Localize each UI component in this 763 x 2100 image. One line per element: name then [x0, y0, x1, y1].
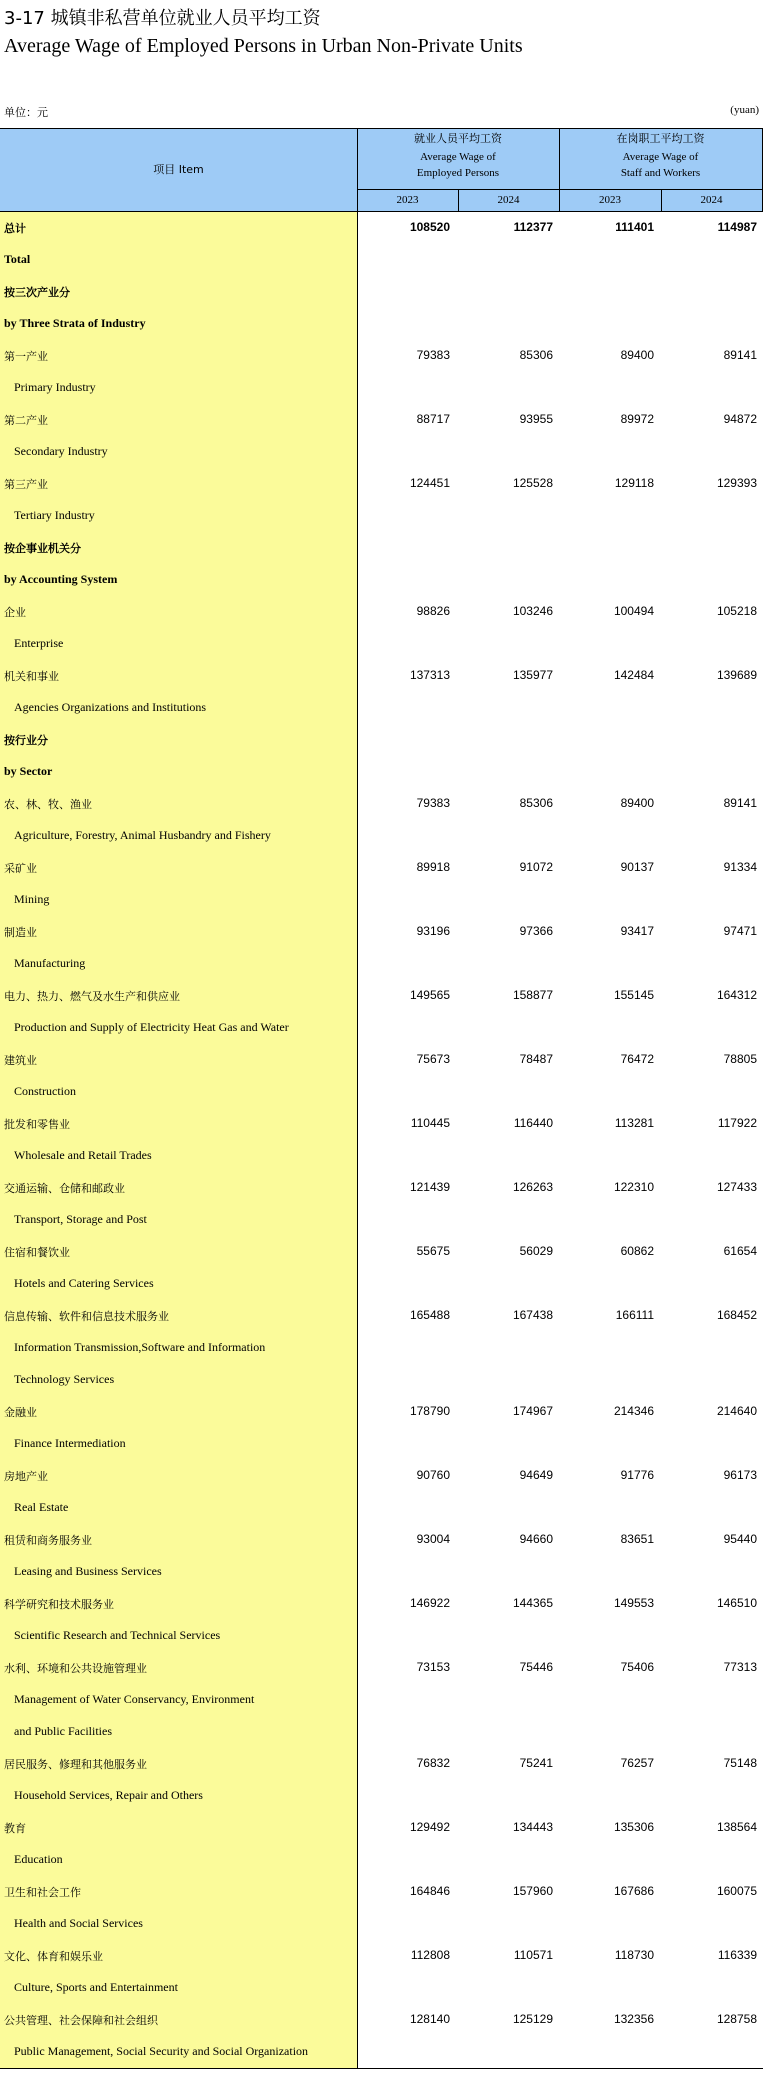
row-value: 76832 [416, 1756, 450, 1770]
row-label: Management of Water Conservancy, Environment [14, 1692, 255, 1706]
table-row [0, 1684, 763, 1716]
row-value: 129492 [409, 1820, 450, 1834]
table-row [0, 756, 763, 788]
row-label: 居民服务、修理和其他服务业 [4, 1758, 147, 1771]
header-year: 2024 [700, 194, 723, 206]
row-value: 61654 [723, 1244, 757, 1258]
table-row [0, 276, 763, 308]
table-row [0, 500, 763, 532]
row-value: 129118 [614, 476, 654, 490]
row-value: 79383 [416, 348, 450, 362]
row-value: 60862 [620, 1244, 654, 1258]
table-row [0, 788, 763, 820]
row-label: 第二产业 [4, 414, 48, 427]
row-label: 第三产业 [4, 478, 48, 491]
row-value: 91072 [519, 860, 553, 874]
row-value: 167438 [512, 1308, 553, 1322]
table-row [0, 1044, 763, 1076]
table-row [0, 1652, 763, 1684]
row-label: 交通运输、仓储和邮政业 [4, 1182, 125, 1195]
row-value: 112808 [410, 1948, 450, 1962]
row-value: 89141 [723, 348, 757, 362]
row-label: Education [14, 1852, 63, 1866]
table-row [0, 1812, 763, 1844]
table-row [0, 596, 763, 628]
row-value: 79383 [416, 796, 450, 810]
row-value: 124451 [409, 476, 450, 490]
table-row [0, 1844, 763, 1876]
row-value: 75446 [519, 1660, 553, 1674]
row-value: 129393 [716, 476, 757, 490]
table-body [0, 212, 763, 2068]
table-row [0, 308, 763, 340]
table-row [0, 1492, 763, 1524]
row-value: 88717 [416, 412, 450, 426]
row-label: by Three Strata of Industry [4, 316, 146, 330]
row-label: Manufacturing [14, 956, 86, 970]
row-value: 100494 [613, 604, 654, 618]
header-employed-en2: Employed Persons [416, 167, 500, 179]
row-value: 116339 [717, 1948, 757, 1962]
row-value: 164312 [716, 988, 757, 1002]
table-row [0, 372, 763, 404]
table-header [0, 128, 763, 212]
row-value: 135306 [613, 1820, 654, 1834]
row-value: 144365 [512, 1596, 553, 1610]
row-value: 178790 [409, 1404, 450, 1418]
row-label: 电力、热力、燃气及水生产和供应业 [4, 990, 180, 1003]
row-value: 98826 [416, 604, 450, 618]
row-label: 卫生和社会工作 [4, 1886, 81, 1899]
table-row [0, 1620, 763, 1652]
row-value: 135977 [512, 668, 553, 682]
table-row [0, 1908, 763, 1940]
header-year: 2023 [599, 194, 621, 206]
table-row [0, 884, 763, 916]
row-value: 121439 [409, 1180, 450, 1194]
row-value: 93196 [416, 924, 450, 938]
table-row [0, 564, 763, 596]
row-label: 机关和事业 [4, 670, 59, 683]
row-value: 149553 [613, 1596, 654, 1610]
table-row [0, 1300, 763, 1332]
table-row [0, 628, 763, 660]
row-value: 160075 [716, 1884, 757, 1898]
table-row [0, 1108, 763, 1140]
table-row [0, 244, 763, 276]
row-label: Primary Industry [14, 380, 96, 394]
header-year: 2023 [396, 194, 419, 206]
row-value: 90760 [416, 1468, 450, 1482]
table-row [0, 212, 763, 244]
row-label: 公共管理、社会保障和社会组织 [4, 2014, 158, 2027]
header-staff-en1: Average Wage of [622, 151, 699, 163]
row-value: 75148 [723, 1756, 757, 1770]
row-label: 房地产业 [4, 1470, 48, 1483]
row-label: 农、林、牧、渔业 [4, 798, 92, 811]
row-value: 91334 [723, 860, 757, 874]
row-value: 165488 [409, 1308, 450, 1322]
row-label: Culture, Sports and Entertainment [14, 1980, 178, 1994]
row-value: 83651 [620, 1532, 654, 1546]
table-row [0, 2004, 763, 2036]
row-label: 按企事业机关分 [4, 542, 81, 555]
row-label: Wholesale and Retail Trades [14, 1148, 152, 1162]
row-value: 132356 [613, 2012, 654, 2026]
row-value: 113281 [614, 1116, 654, 1130]
row-value: 146922 [409, 1596, 450, 1610]
table-row [0, 1012, 763, 1044]
row-value: 95440 [723, 1532, 757, 1546]
table-row [0, 340, 763, 372]
table-row [0, 1268, 763, 1300]
row-value: 214346 [613, 1404, 654, 1418]
row-value: 214640 [716, 1404, 757, 1418]
row-value: 142484 [613, 668, 654, 682]
table-row [0, 1716, 763, 1748]
row-value: 117922 [717, 1116, 757, 1130]
row-label: 租赁和商务服务业 [4, 1534, 92, 1547]
table-row [0, 2036, 763, 2068]
row-value: 111401 [615, 220, 654, 234]
row-value: 78487 [519, 1052, 553, 1066]
row-label: 信息传输、软件和信息技术服务业 [4, 1310, 169, 1323]
table-row [0, 1396, 763, 1428]
row-value: 85306 [519, 796, 553, 810]
header-staff-cn: 在岗职工平均工资 [616, 132, 705, 145]
table-row [0, 1076, 763, 1108]
row-value: 125129 [512, 2012, 553, 2026]
table-title-cn: 3-17 城镇非私营单位就业人员平均工资 [4, 8, 321, 29]
table-title-en: Average Wage of Employed Persons in Urban Non-Private Units [4, 35, 523, 57]
table-row [0, 1876, 763, 1908]
table-row [0, 468, 763, 500]
header-staff-en2: Staff and Workers [620, 167, 701, 179]
table-bottom-border [0, 2068, 763, 2069]
row-value: 110445 [410, 1116, 450, 1130]
row-value: 94660 [519, 1532, 553, 1546]
row-label: Agriculture, Forestry, Animal Husbandry and Fishery [14, 828, 271, 842]
row-value: 96173 [723, 1468, 757, 1482]
row-value: 110571 [513, 1948, 553, 1962]
row-value: 91776 [620, 1468, 654, 1482]
row-value: 77313 [723, 1660, 757, 1674]
header-year: 2024 [497, 194, 520, 206]
table-row [0, 1204, 763, 1236]
row-value: 126263 [512, 1180, 553, 1194]
row-label: 批发和零售业 [4, 1118, 70, 1131]
row-label: Secondary Industry [14, 444, 108, 458]
table-row [0, 916, 763, 948]
row-value: 149565 [409, 988, 450, 1002]
table-row [0, 1428, 763, 1460]
row-value: 168452 [716, 1308, 757, 1322]
row-value: 73153 [416, 1660, 450, 1674]
row-value: 158877 [512, 988, 553, 1002]
row-label: by Accounting System [4, 572, 118, 586]
row-value: 76472 [620, 1052, 654, 1066]
row-label: 教育 [4, 1822, 26, 1835]
table-row [0, 1780, 763, 1812]
table-row [0, 1940, 763, 1972]
row-value: 103246 [512, 604, 553, 618]
row-label: 科学研究和技术服务业 [4, 1598, 114, 1611]
table-row [0, 724, 763, 756]
table-row [0, 852, 763, 884]
row-label: Household Services, Repair and Others [14, 1788, 203, 1802]
row-value: 93955 [519, 412, 553, 426]
row-label: 住宿和餐饮业 [4, 1246, 70, 1259]
row-value: 56029 [519, 1244, 553, 1258]
row-value: 75673 [416, 1052, 450, 1066]
unit-label-cn: 单位：元 [4, 106, 48, 119]
row-value: 146510 [716, 1596, 757, 1610]
row-label: 第一产业 [4, 350, 48, 363]
row-label: Transport, Storage and Post [14, 1212, 147, 1226]
row-value: 122310 [613, 1180, 654, 1194]
row-value: 93417 [620, 924, 654, 938]
row-label: Mining [14, 892, 50, 906]
row-value: 134443 [512, 1820, 553, 1834]
unit-label-en: (yuan) [730, 104, 759, 116]
row-value: 128140 [409, 2012, 450, 2026]
table-row [0, 1972, 763, 2004]
row-label: Leasing and Business Services [14, 1564, 162, 1578]
table-row [0, 948, 763, 980]
row-label: 水利、环境和公共设施管理业 [4, 1662, 147, 1675]
row-value: 85306 [519, 348, 553, 362]
row-value: 127433 [716, 1180, 757, 1194]
row-label: 总计 [4, 222, 26, 235]
row-value: 114987 [717, 220, 757, 234]
row-value: 167686 [613, 1884, 654, 1898]
row-value: 138564 [716, 1820, 757, 1834]
row-label: Technology Services [14, 1372, 115, 1386]
row-value: 89918 [416, 860, 450, 874]
row-value: 164846 [409, 1884, 450, 1898]
table-row [0, 1556, 763, 1588]
row-label: Production and Supply of Electricity Heat Gas and Water [14, 1020, 289, 1034]
row-label: Hotels and Catering Services [14, 1276, 154, 1290]
row-label: Construction [14, 1084, 76, 1098]
table-row [0, 820, 763, 852]
row-label: Agencies Organizations and Institutions [14, 700, 207, 714]
row-value: 108520 [409, 220, 450, 234]
table-row [0, 1524, 763, 1556]
row-value: 116440 [513, 1116, 553, 1130]
table-row [0, 532, 763, 564]
row-label: Real Estate [14, 1500, 69, 1514]
row-label: Enterprise [14, 636, 64, 650]
table-row [0, 404, 763, 436]
table-row [0, 980, 763, 1012]
row-label: 按行业分 [4, 734, 48, 747]
row-value: 55675 [416, 1244, 450, 1258]
row-label: 金融业 [4, 1406, 37, 1419]
row-value: 118730 [614, 1948, 654, 1962]
table-row [0, 1140, 763, 1172]
row-value: 97471 [723, 924, 757, 938]
row-value: 93004 [416, 1532, 450, 1546]
row-label: by Sector [4, 764, 53, 778]
header-employed-en1: Average Wage of [420, 151, 496, 163]
row-value: 94872 [723, 412, 757, 426]
row-label: Scientific Research and Technical Services [14, 1628, 221, 1642]
row-label: Public Management, Social Security and Social Organization [14, 2044, 309, 2058]
table-row [0, 436, 763, 468]
row-label: Information Transmission,Software and Information [14, 1340, 266, 1354]
row-label: Finance Intermediation [14, 1436, 126, 1450]
table-row [0, 692, 763, 724]
row-value: 97366 [519, 924, 553, 938]
row-label: Total [4, 252, 31, 266]
header-item: 项目 Item [153, 163, 204, 176]
row-label: and Public Facilities [14, 1724, 112, 1738]
row-label: 企业 [4, 606, 26, 619]
row-value: 89141 [723, 796, 757, 810]
table-row [0, 1748, 763, 1780]
row-value: 76257 [620, 1756, 654, 1770]
row-value: 155145 [613, 988, 654, 1002]
row-value: 105218 [716, 604, 757, 618]
row-value: 157960 [512, 1884, 553, 1898]
row-value: 90137 [620, 860, 654, 874]
table-row [0, 1460, 763, 1492]
row-value: 166111 [615, 1308, 654, 1322]
table-row [0, 1332, 763, 1364]
table-row [0, 1588, 763, 1620]
row-label: 制造业 [4, 926, 37, 939]
row-value: 125528 [512, 476, 553, 490]
row-value: 112377 [513, 220, 553, 234]
row-value: 89400 [620, 796, 654, 810]
row-label: 建筑业 [4, 1054, 37, 1067]
row-label: 按三次产业分 [4, 286, 70, 299]
row-value: 139689 [716, 668, 757, 682]
table-row [0, 1364, 763, 1396]
row-label: 文化、体育和娱乐业 [4, 1950, 103, 1963]
table-row [0, 660, 763, 692]
row-label: Health and Social Services [14, 1916, 143, 1930]
row-value: 75241 [519, 1756, 553, 1770]
row-value: 78805 [723, 1052, 757, 1066]
row-value: 128758 [716, 2012, 757, 2026]
table-row [0, 1172, 763, 1204]
row-value: 137313 [409, 668, 450, 682]
row-label: Tertiary Industry [14, 508, 95, 522]
row-value: 89972 [620, 412, 654, 426]
wage-table [0, 128, 763, 2068]
row-label: 采矿业 [4, 862, 37, 875]
header-employed-cn: 就业人员平均工资 [414, 132, 502, 145]
row-value: 94649 [519, 1468, 553, 1482]
row-value: 174967 [512, 1404, 553, 1418]
row-value: 89400 [620, 348, 654, 362]
table-row [0, 1236, 763, 1268]
row-value: 75406 [620, 1660, 654, 1674]
